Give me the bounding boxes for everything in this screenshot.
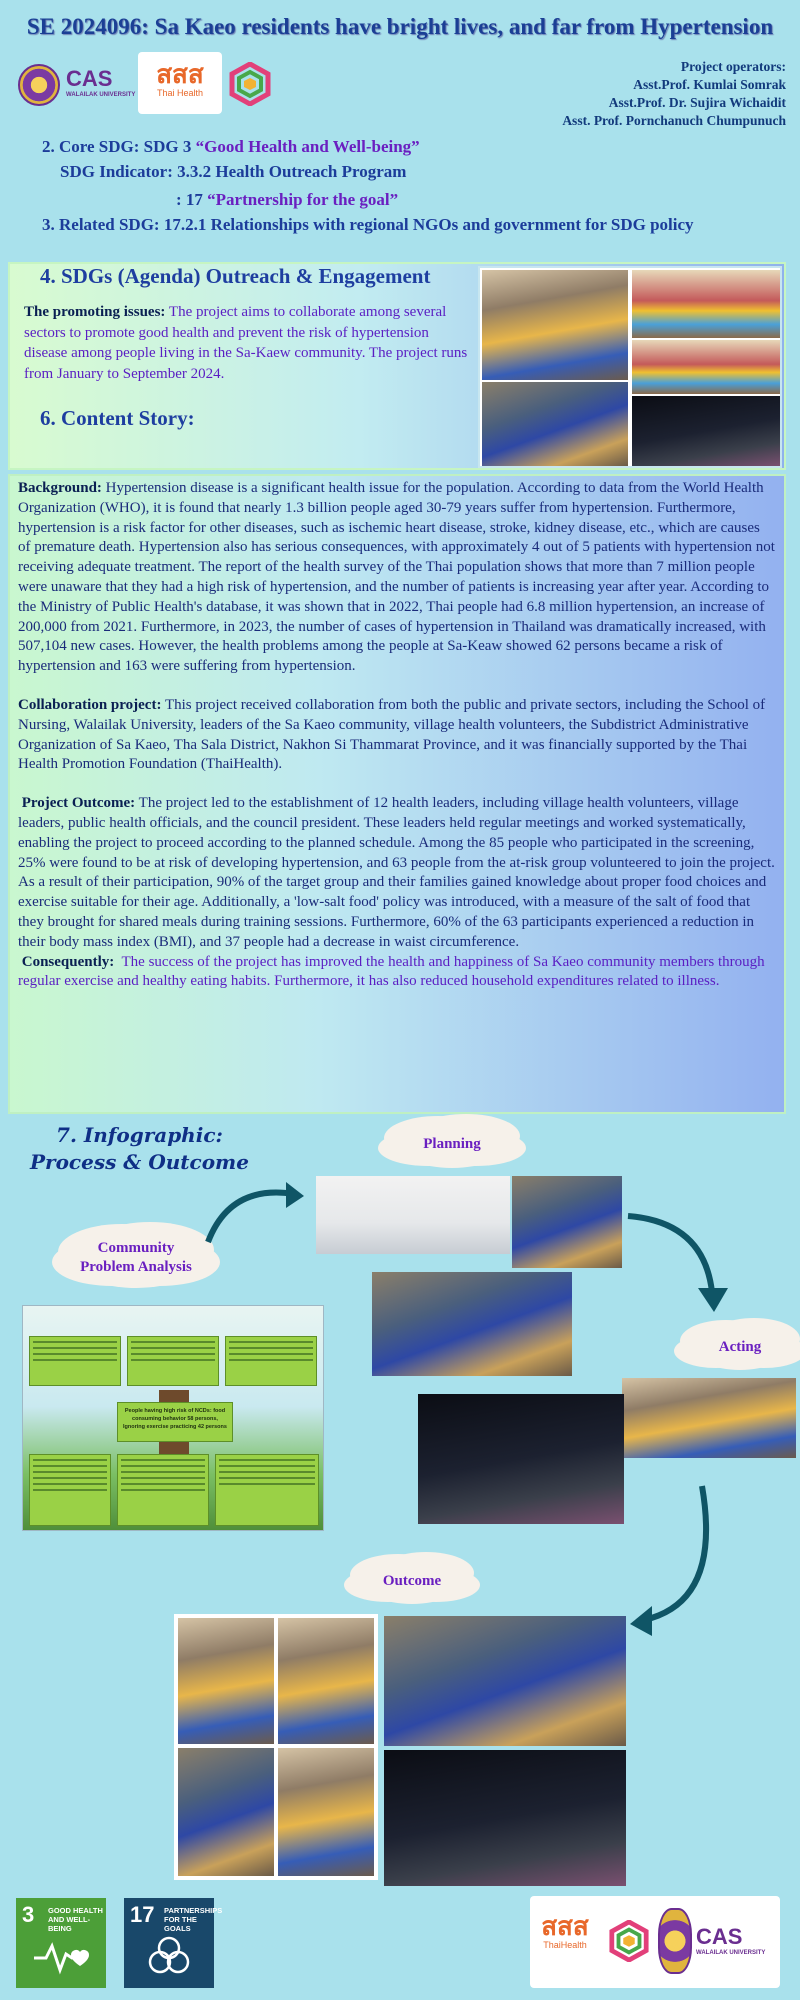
project-operators: Project operators: Asst.Prof. Kumlai Somrak Asst.Prof. Dr. Sujira Wichaidit Asst. Prof. Pornchanuch Chumpunuch	[562, 59, 786, 128]
partnership-line: : 17 “Partnership for the goal”	[176, 190, 399, 209]
content-story-heading: 6. Content Story:	[40, 406, 195, 430]
infographic-title: 7. Infographic: Process & Outcome	[30, 1123, 249, 1174]
cas-logo: CAS WALAILAK UNIVERSITY	[66, 66, 136, 98]
tree-box-center: People having high risk of NCDs: food consuming behavior 58 persons, Ignoring exercise practicing 42 persons	[117, 1402, 233, 1442]
outreach-photo-collage	[478, 266, 782, 468]
tree-box-bottom-right	[215, 1454, 319, 1526]
outcome-photo-grid	[174, 1614, 378, 1880]
partnership-rings-icon	[146, 1934, 192, 1980]
photo-acting-screening	[622, 1378, 796, 1458]
photo-outcome-2	[278, 1618, 374, 1744]
cloud-outcome: Outcome	[362, 1558, 462, 1604]
outreach-heading: 4. SDGs (Agenda) Outreach & Engagement	[40, 264, 431, 288]
tree-box-bottom-center	[117, 1454, 209, 1526]
background-paragraph: Background: Hypertension disease is a significant health issue for the population. According to data from the World Health Organization (WHO), it is found that nearly 1.3 billion people aged 30-79 years suffer from hypertension. Furthermore, hypertension is a risk factor for other diseases, such as ischemic heart disease, stroke, kidney disease, etc., which are causes of premature death. Hypertension also has serious consequences, with approximately 4 out of 5 patients with hypertension not receiving adequate treatment. The report of the health survey of the Thai population shows that more than 7 million people were unaware that they had a high risk of hypertension, and the number of patients is increasing year after year. According to the Ministry of Public Health's database, it was shown that in 2022, Thai people had 6.8 million hypertension, an increase of 200,000 from 2021. Furthermore, in 2023, the number of cases of hypertension in Thailand was dramatically increased, with 507,104 new cases. However, the health problems among the people at Sa-Keaw showed 62 persons became a risk of hypertension and 163 were suffering from hypertension.	[18, 480, 775, 675]
outcome-paragraph: Project Outcome: The project led to the establishment of 12 health leaders, including village health volunteers, village leaders, public health officials, and the council president. These leaders held regular meetings and worked systematically, enabling the project to proceed according to the planned schedule. Among the 85 people who participated in the screening, 25% were found to be at risk of developing hypertension, and 63 people from the at-risk group volunteered to join the project. As a result of their participation, 90% of the target group and their families gained knowledge about proper food choices and exercise suitable for their age. Additionally, a 'low-salt food' policy was introduced, with a measure of the salt of food that they brought for shared meals during training sessions. Furthermore, 60% of the 63 participants experienced a reduction in their body mass index (BMI), and 37 people had a decrease in waist circumference.	[18, 795, 775, 950]
arrow-planning-to-acting-icon	[622, 1208, 742, 1318]
photo-acting-night-exercise	[418, 1394, 624, 1524]
photo-outcome-4	[278, 1748, 374, 1876]
photo-meeting	[482, 382, 628, 466]
cloud-acting: Acting	[692, 1324, 788, 1370]
photo-outcome-1	[178, 1618, 274, 1744]
photo-outcome-group	[384, 1616, 626, 1746]
footer-hexagon-logo-icon	[608, 1920, 650, 1962]
problem-tree-diagram	[22, 1305, 324, 1531]
heartbeat-icon	[32, 1940, 92, 1976]
arrow-analysis-to-planning-icon	[200, 1170, 310, 1250]
cloud-planning: Planning	[396, 1120, 508, 1168]
photo-planning-whiteboard	[316, 1176, 510, 1254]
photo-outcome-night	[384, 1750, 626, 1886]
hexagon-logo-icon	[228, 62, 272, 106]
cloud-analysis: Community Problem Analysis	[70, 1228, 202, 1288]
arrow-acting-to-outcome-icon	[622, 1482, 712, 1642]
footer-thaihealth-logo: สสส ThaiHealth	[541, 1911, 589, 1950]
tree-box-top-right	[225, 1336, 317, 1386]
footer-logos	[530, 1896, 780, 1988]
footer-cas-logo: CAS WALAILAK UNIVERSITY	[696, 1924, 766, 1956]
related-sdg-line: 3. Related SDG: 17.2.1 Relationships with regional NGOs and government for SDG policy	[42, 215, 694, 234]
photo-food-table	[632, 340, 780, 394]
tree-box-bottom-left	[29, 1454, 111, 1526]
photo-food-stall	[632, 270, 780, 338]
sdg-3-tile: 3 GOOD HEALTH AND WELL-BEING	[16, 1898, 106, 1988]
collaboration-paragraph: Collaboration project: This project received collaboration from both the public and private sectors, including the School of Nursing, Walailak University, leaders of the Sa Kaeo community, village health volunteers, the Subdistrict Administrative Organization of Sa Kaeo, Tha Sala District, Nakhon Si Thammarat Province, and it was financially supported by the Thai Health Promotion Foundation (ThaiHealth).	[18, 696, 766, 773]
promoting-issues: The promoting issues: The project aims to collaborate among several sectors to promote good health and prevent the risk of hypertension disease among people living in the Sa-Kaew community. The project runs from January to September 2024.	[24, 304, 468, 382]
photo-outcome-3	[178, 1748, 274, 1876]
core-sdg-line: 2. Core SDG: SDG 3 “Good Health and Well-being”	[42, 137, 420, 156]
content-story	[8, 474, 786, 1114]
thaihealth-logo: สสส Thai Health	[138, 52, 222, 114]
photo-village-hall	[482, 270, 628, 380]
photo-planning-presentation	[512, 1176, 622, 1268]
poster-title: SE 2024096: Sa Kaeo residents have bright lives, and far from Hypertension	[26, 14, 774, 39]
tree-box-top-center	[127, 1336, 219, 1386]
footer-university-seal-icon	[658, 1908, 692, 1974]
sdg-indicator-line: SDG Indicator: 3.3.2 Health Outreach Program	[60, 162, 407, 181]
photo-night-exercise	[632, 396, 780, 466]
tree-box-top-left	[29, 1336, 121, 1386]
consequently-paragraph: Consequently: The success of the project has improved the health and happiness of Sa Kaeo community members through regular exercise and healthy eating habits. Furthermore, it has also reduced household expenditures related to illness.	[18, 953, 765, 990]
header-logos	[18, 52, 283, 114]
sdg-17-tile: 17 PARTNERSHIPS FOR THE GOALS	[124, 1898, 214, 1988]
university-seal-icon	[18, 64, 60, 106]
photo-planning-meeting	[372, 1272, 572, 1376]
outreach-section	[8, 262, 786, 470]
